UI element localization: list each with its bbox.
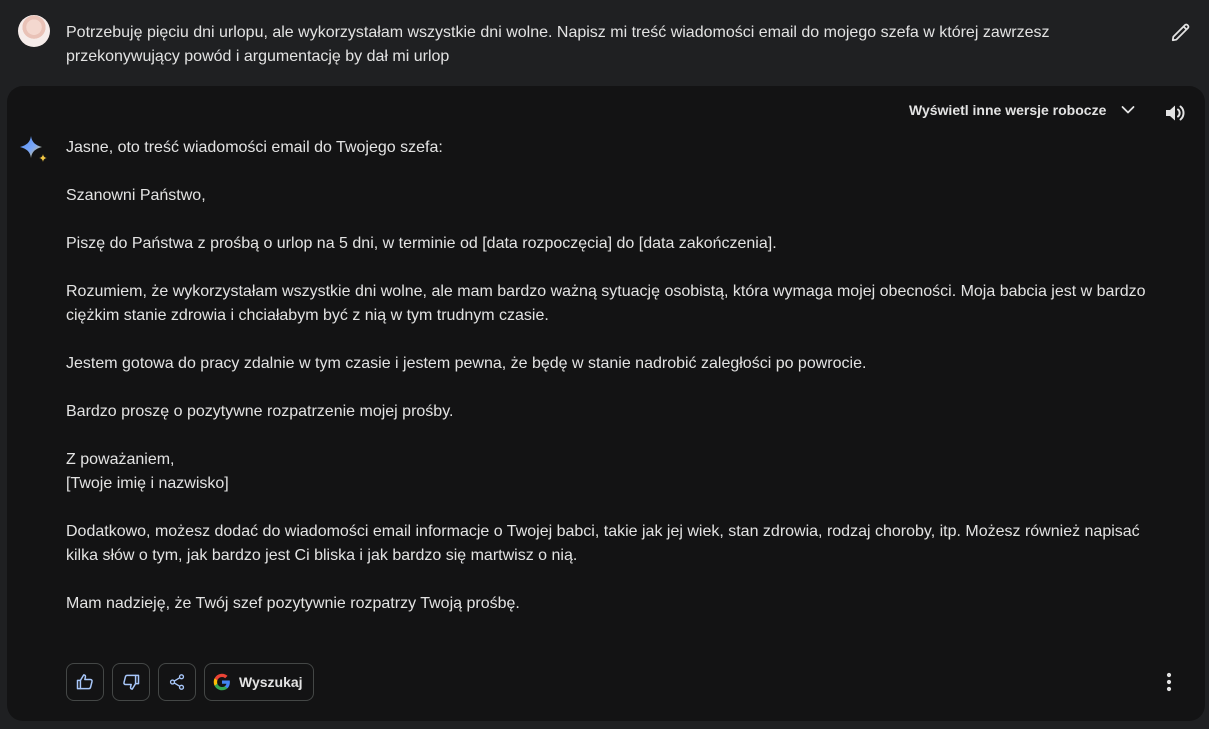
user-prompt-text: Potrzebuję pięciu dni urlopu, ale wykorzystałam wszystkie dni wolne. Napisz mi treść wiadomości email do mojego szefa w której zawrzesz przekonywujący powód i argumentację by dał mi urlop	[66, 24, 1050, 65]
show-drafts-label: Wyświetl inne wersje robocze	[909, 102, 1107, 118]
email-paragraph-remote-work: Jestem gotowa do pracy zdalnie w tym czasie i jestem pewna, że będę w stanie nadrobić zaległości po powrocie.	[66, 355, 867, 372]
read-aloud-button[interactable]	[1161, 100, 1189, 126]
edit-prompt-button[interactable]	[1166, 17, 1196, 47]
share-icon	[168, 673, 186, 691]
response-tip: Dodatkowo, możesz dodać do wiadomości email informacje o Twojej babci, takie jak jej wiek, stan zdrowia, rodzaj choroby, itp. Możesz również napisać kilka słów o tym, jak bardzo jest Ci bliska i jak bardzo się martwisz o nią.	[66, 523, 1140, 564]
response-actions	[66, 663, 314, 703]
response-intro: Jasne, oto treść wiadomości email do Twojego szefa:	[66, 139, 443, 156]
email-closing: Z poważaniem,	[66, 451, 175, 468]
more-vertical-icon	[1166, 672, 1172, 692]
user-prompt-row	[0, 0, 1209, 86]
google-g-icon	[213, 673, 231, 691]
gemini-sparkle-icon	[19, 135, 49, 165]
email-greeting: Szanowni Państwo,	[66, 187, 206, 204]
thumbs-up-icon	[75, 672, 95, 692]
google-search-label: Wyszukaj	[239, 674, 303, 690]
speaker-icon	[1163, 101, 1187, 125]
more-options-button[interactable]	[1157, 669, 1181, 695]
response-body	[66, 136, 1176, 640]
thumbs-down-icon	[121, 672, 141, 692]
chevron-down-icon	[1120, 102, 1136, 118]
response-card	[7, 86, 1205, 721]
user-avatar	[18, 15, 50, 47]
thumbs-up-button[interactable]	[66, 663, 104, 701]
share-button[interactable]	[158, 663, 196, 701]
email-paragraph-request: Piszę do Państwa z prośbą o urlop na 5 dni, w terminie od [data rozpoczęcia] do [data zakończenia].	[66, 235, 777, 252]
google-search-button[interactable]	[204, 663, 314, 701]
pencil-icon	[1170, 21, 1192, 43]
thumbs-down-button[interactable]	[112, 663, 150, 701]
response-outro: Mam nadzieję, że Twój szef pozytywnie rozpatrzy Twoją prośbę.	[66, 595, 520, 612]
show-drafts-toggle[interactable]	[909, 100, 1136, 120]
email-paragraph-plea: Bardzo proszę o pozytywne rozpatrzenie mojej prośby.	[66, 403, 454, 420]
email-signature: [Twoje imię i nazwisko]	[66, 475, 229, 492]
email-paragraph-reason: Rozumiem, że wykorzystałam wszystkie dni wolne, ale mam bardzo ważną sytuację osobistą, która wymaga mojej obecności. Moja babcia jest w bardzo ciężkim stanie zdrowia i chciałabym być z nią w tym trudnym czasie.	[66, 283, 1146, 324]
